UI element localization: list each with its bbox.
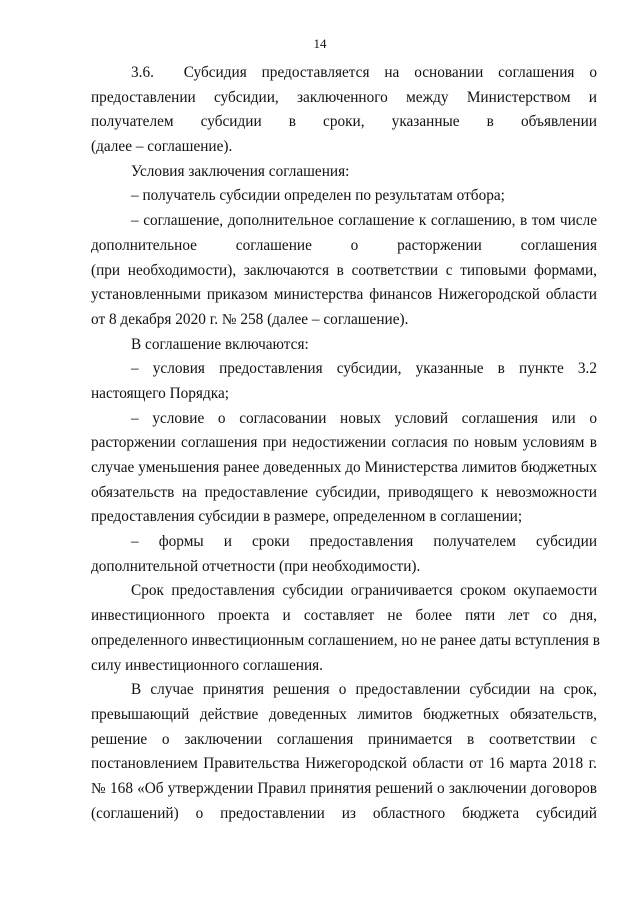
text-line: превышающий действие доведенных лимитов бюджетных обязательств, [91, 705, 597, 723]
text-line: 3.6. Субсидия предоставляется на основании соглашения о [131, 64, 597, 81]
text-line: получателем субсидии в сроки, указанные в объявлении [91, 113, 597, 131]
paragraph [91, 209, 597, 332]
paragraph [91, 160, 597, 185]
text-line: – формы и сроки предоставления получателем субсидии [131, 533, 597, 551]
page-number: 14 [313, 36, 327, 51]
paragraph [91, 530, 597, 579]
text-line: – получатель субсидии определен по результатам отбора; [131, 187, 505, 205]
document-body [91, 61, 600, 826]
text-line: – условие о согласовании новых условий соглашения или о [131, 409, 597, 427]
text-line: (далее – соглашение). [91, 138, 233, 156]
text-line: Срок предоставления субсидии ограничивается сроком окупаемости [131, 582, 597, 600]
text-line: установленными приказом министерства финансов Нижегородской области [91, 286, 597, 304]
text-line: решение о заключении соглашения принимается в соответствии с [91, 730, 597, 748]
text-line: инвестиционного проекта и составляет не более пяти лет со дня, [91, 607, 597, 625]
text-line: № 168 «Об утверждении Правил принятия решений о заключении договоров [91, 779, 597, 797]
text-line: предоставления субсидии в размере, определенном в соглашении; [91, 508, 523, 526]
text-line: обязательств на предоставление субсидии, приводящего к невозможности [91, 483, 597, 501]
text-line: Условия заключения соглашения: [131, 162, 350, 180]
text-line: (при необходимости), заключаются в соответствии с типовыми формами, [91, 261, 597, 279]
text-line: настоящего Порядка; [91, 384, 229, 402]
text-line: расторжении соглашения при недостижении согласия по новым условиям в [91, 434, 597, 452]
text-line: силу инвестиционного соглашения. [91, 656, 323, 674]
paragraph [91, 357, 597, 406]
text-line: – условия предоставления субсидии, указанные в пункте 3.2 [131, 360, 597, 378]
text-line: дополнительное соглашение о расторжении соглашения [91, 236, 597, 254]
paragraph [91, 407, 597, 530]
text-line: от 8 декабря 2020 г. № 258 (далее – соглашение). [91, 310, 409, 328]
text-line: случае уменьшения ранее доведенных до Министерства лимитов бюджетных [91, 459, 597, 476]
text-line: – соглашение, дополнительное соглашение к соглашению, в том числе [131, 212, 597, 230]
paragraph [91, 579, 600, 678]
text-line: В соглашение включаются: [131, 335, 309, 353]
text-line: дополнительной отчетности (при необходимости). [91, 557, 421, 575]
paragraph [91, 678, 597, 826]
text-line: постановлением Правительства Нижегородской области от 16 марта 2018 г. [91, 755, 597, 773]
paragraph [91, 61, 597, 160]
paragraph [91, 184, 597, 209]
text-line: определенного инвестиционным соглашением, но не ранее даты вступления в [91, 631, 600, 649]
text-line: В случае принятия решения о предоставлении субсидии на срок, [131, 681, 597, 699]
paragraph [91, 333, 597, 358]
text-line: предоставлении субсидии, заключенного между Министерством и [91, 88, 597, 106]
text-line: (соглашений) о предоставлении из областного бюджета субсидий [91, 804, 597, 822]
